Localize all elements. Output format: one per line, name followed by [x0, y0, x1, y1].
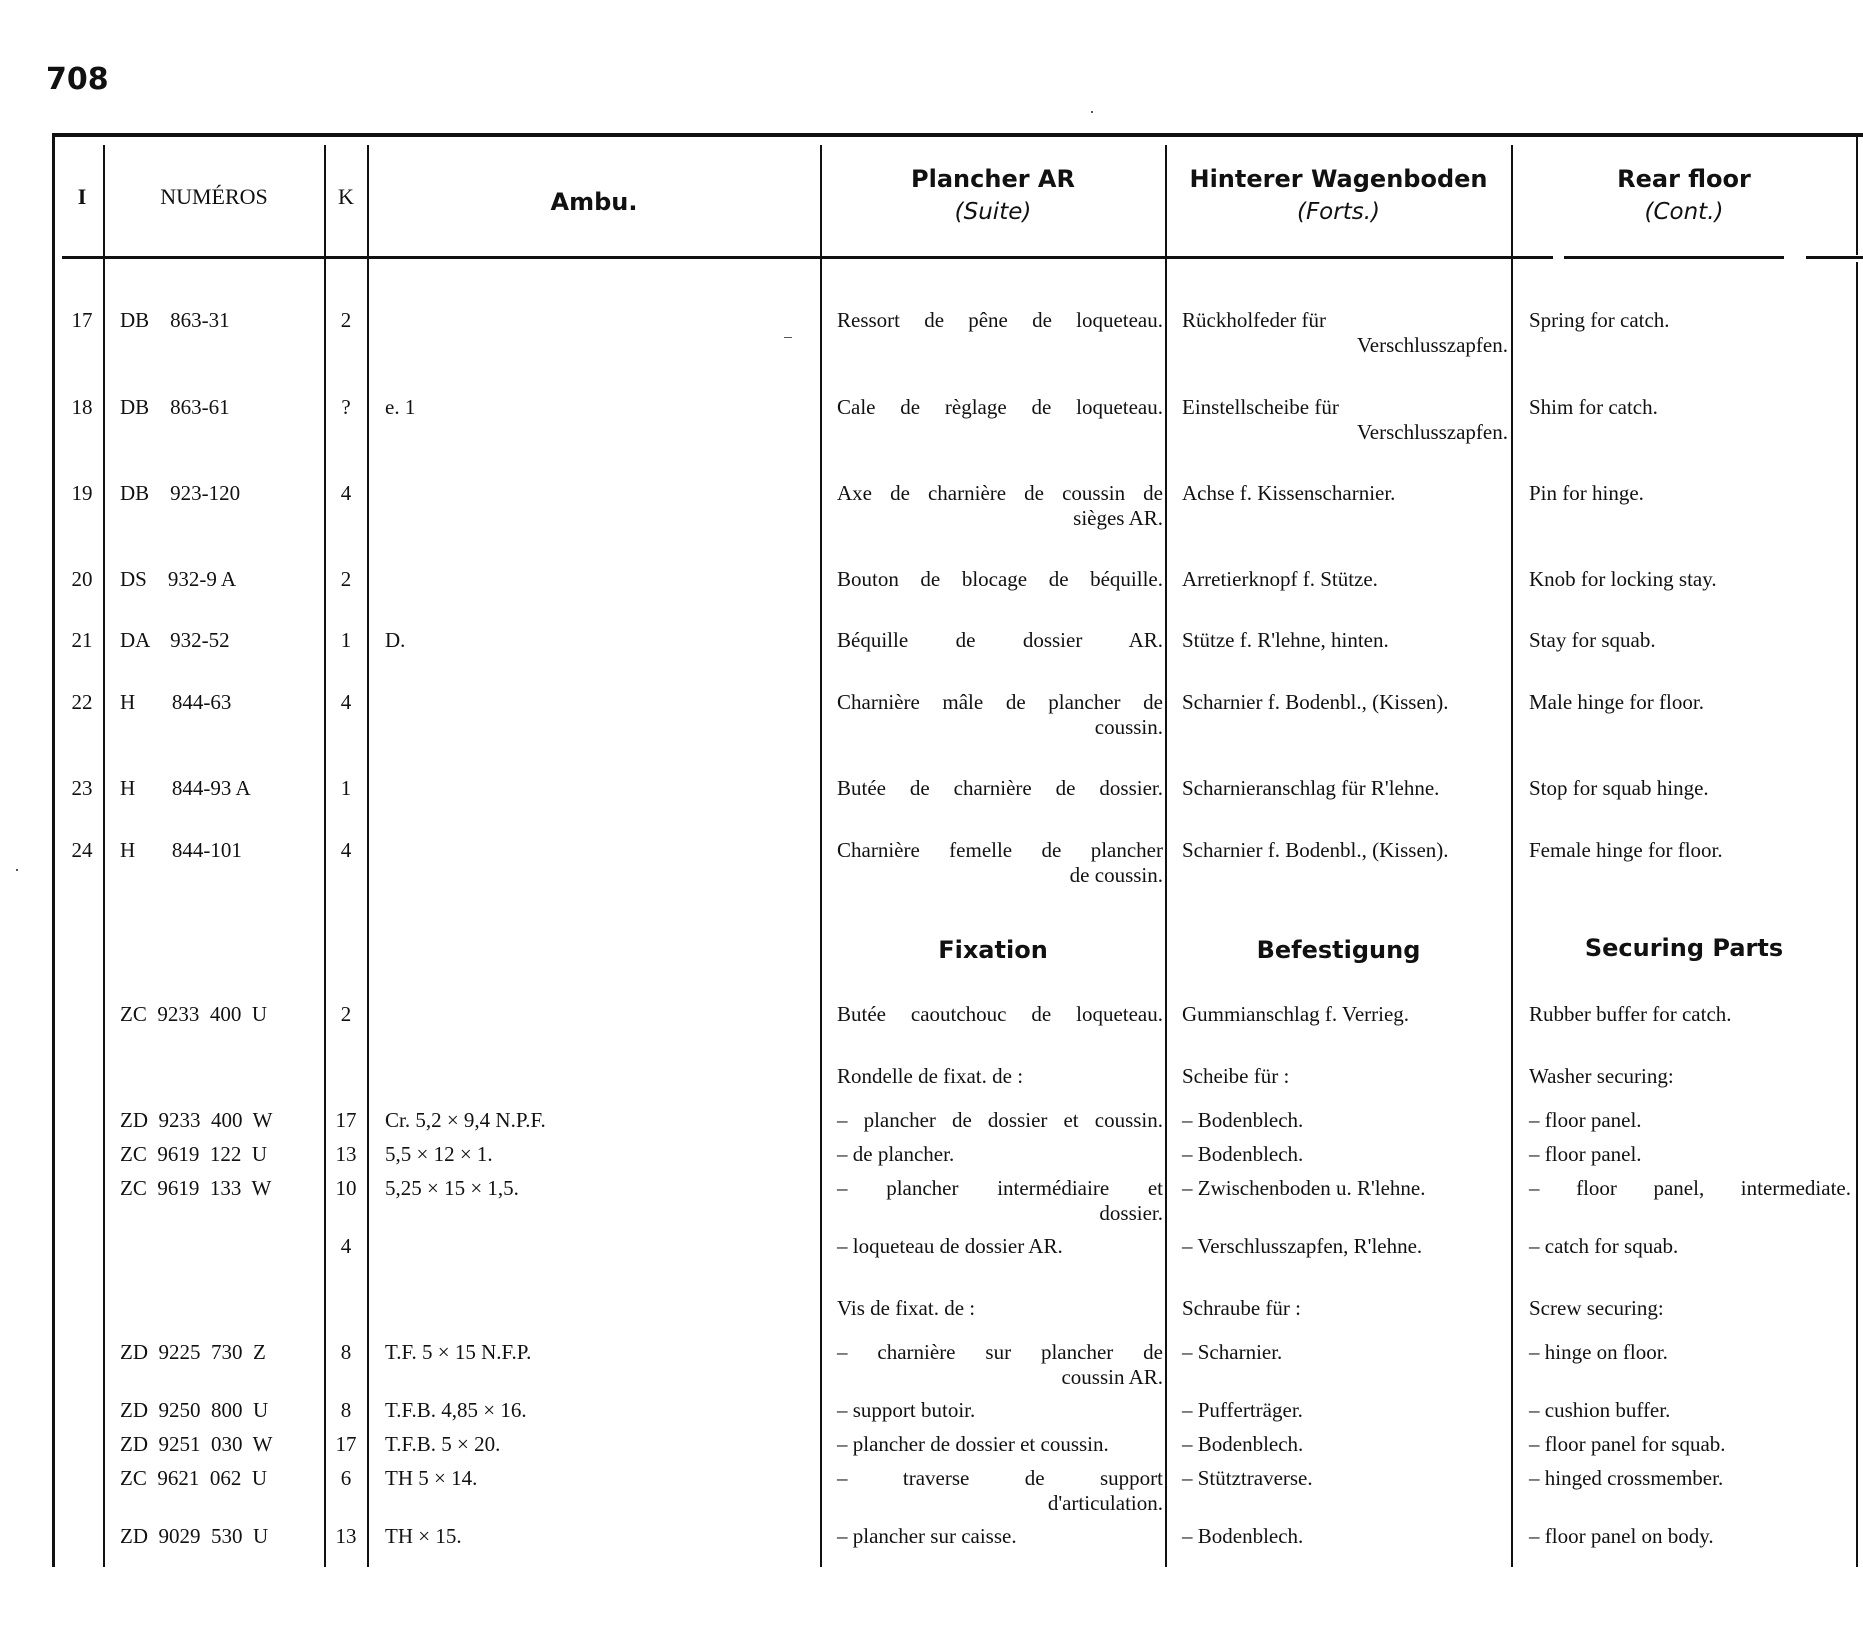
description-en: – cushion buffer. — [1529, 1398, 1671, 1422]
header-col-numeros: NUMÉROS — [160, 184, 268, 209]
speck — [784, 337, 792, 338]
quantity: 17 — [335, 1108, 357, 1132]
header-rule-3 — [1806, 256, 1863, 259]
description-de: – Scharnier. — [1182, 1340, 1283, 1364]
description-en: – hinged crossmember. — [1529, 1466, 1724, 1490]
row-index: 24 — [71, 838, 93, 862]
description-en: Shim for catch. — [1529, 395, 1658, 419]
description-fr: – plancher de dossier et coussin. — [837, 1432, 1109, 1456]
description-fr: Butée de charnière de dossier. — [837, 776, 1163, 800]
quantity: 2 — [340, 567, 352, 591]
description-fr: – support butoir. — [837, 1398, 976, 1422]
description-en: Pin for hinge. — [1529, 481, 1644, 505]
description-fr: – plancher sur caisse. — [837, 1524, 1017, 1548]
part-number: ZD 9029 530 U — [120, 1524, 269, 1548]
quantity: 2 — [340, 1002, 352, 1026]
ambu-note: T.F.B. 5 × 20. — [385, 1432, 501, 1456]
ambu-note: TH × 15. — [385, 1524, 462, 1548]
part-number: H 844-101 — [120, 838, 242, 862]
quantity: 8 — [340, 1340, 352, 1364]
description-de: Scharnier f. Bodenbl., (Kissen). — [1182, 690, 1449, 714]
quantity: 13 — [335, 1524, 357, 1548]
quantity: 1 — [340, 628, 352, 652]
description-fr: Ressort de pêne de loqueteau. — [837, 308, 1163, 332]
description-en: – floor panel on body. — [1529, 1524, 1714, 1548]
col-line-k — [367, 145, 369, 1567]
part-number: DS 932-9 A — [120, 567, 237, 591]
quantity: 10 — [335, 1176, 357, 1200]
part-number: ZD 9233 400 W — [120, 1108, 273, 1132]
top-rule — [52, 133, 1863, 137]
description-de: Arretierknopf f. Stütze. — [1182, 567, 1378, 591]
col-line-de — [1511, 145, 1513, 1567]
ambu-note: T.F.B. 4,85 × 16. — [385, 1398, 527, 1422]
quantity: 2 — [340, 308, 352, 332]
description-en: Knob for locking stay. — [1529, 567, 1717, 591]
ambu-note: 5,5 × 12 × 1. — [385, 1142, 493, 1166]
description-fr: – plancher de dossier et coussin. — [837, 1108, 1163, 1132]
ambu-note: Cr. 5,2 × 9,4 N.P.F. — [385, 1108, 546, 1132]
description-de: Schraube für : — [1182, 1296, 1301, 1320]
header-col-ambu: Ambu. — [550, 188, 638, 216]
description-en: Rubber buffer for catch. — [1529, 1002, 1732, 1026]
quantity: 4 — [340, 838, 352, 862]
section-heading-fr: Fixation — [938, 936, 1048, 964]
part-number: ZD 9251 030 W — [120, 1432, 273, 1456]
header-col-de: Hinterer Wagenboden (Forts.) — [1189, 165, 1488, 225]
part-number: H 844-93 A — [120, 776, 251, 800]
description-fr: Vis de fixat. de : — [837, 1296, 976, 1320]
description-de: – Bodenblech. — [1182, 1142, 1304, 1166]
header-rule — [62, 256, 1553, 259]
description-de: – Zwischenboden u. R'lehne. — [1182, 1176, 1426, 1200]
col-line-i — [103, 145, 105, 1567]
quantity: 6 — [340, 1466, 352, 1490]
description-de: Stütze f. R'lehne, hinten. — [1182, 628, 1389, 652]
description-fr: – loqueteau de dossier AR. — [837, 1234, 1063, 1258]
description-de: Rückholfeder für Verschlusszapfen. — [1182, 308, 1508, 357]
col-line-en-2 — [1856, 262, 1858, 1567]
quantity: ? — [341, 395, 351, 419]
description-en: Screw securing: — [1529, 1296, 1664, 1320]
description-de: – Stütztraverse. — [1182, 1466, 1313, 1490]
description-fr: Béquille de dossier AR. — [837, 628, 1163, 652]
row-index: 17 — [71, 308, 93, 332]
description-de: – Verschlusszapfen, R'lehne. — [1182, 1234, 1423, 1258]
col-line-left — [52, 135, 55, 1567]
part-number: DB 923-120 — [120, 481, 241, 505]
description-de: Scharnieranschlag für R'lehne. — [1182, 776, 1440, 800]
description-en: Stay for squab. — [1529, 628, 1656, 652]
description-en: Stop for squab hinge. — [1529, 776, 1709, 800]
header-col-fr: Plancher AR (Suite) — [911, 165, 1075, 225]
quantity: 17 — [335, 1432, 357, 1456]
speck — [1091, 111, 1093, 113]
col-line-ambu — [820, 145, 822, 1567]
page-number: 708 — [46, 62, 109, 97]
col-line-fr — [1165, 145, 1167, 1567]
header-rule-2 — [1564, 256, 1784, 259]
part-number: ZC 9621 062 U — [120, 1466, 267, 1490]
description-fr: Butée caoutchouc de loqueteau. — [837, 1002, 1163, 1026]
quantity: 1 — [340, 776, 352, 800]
description-en: – floor panel, intermediate. — [1529, 1176, 1851, 1200]
description-de: Einstellscheibe für Verschlusszapfen. — [1182, 395, 1508, 444]
row-index: 23 — [71, 776, 93, 800]
description-en: – floor panel for squab. — [1529, 1432, 1726, 1456]
description-fr: Charnière femelle de plancher de coussin. — [837, 838, 1163, 887]
ambu-note: T.F. 5 × 15 N.F.P. — [385, 1340, 532, 1364]
part-number: DB 863-31 — [120, 308, 230, 332]
description-fr: Rondelle de fixat. de : — [837, 1064, 1024, 1088]
col-line-en — [1856, 135, 1858, 255]
description-de: – Bodenblech. — [1182, 1432, 1304, 1456]
row-index: 19 — [71, 481, 93, 505]
quantity: 4 — [340, 1234, 352, 1258]
row-index: 20 — [71, 567, 93, 591]
part-number: ZC 9233 400 U — [120, 1002, 267, 1026]
description-de: Scheibe für : — [1182, 1064, 1290, 1088]
description-fr: Axe de charnière de coussin de sièges AR. — [837, 481, 1163, 530]
header-col-i: I — [77, 184, 87, 209]
part-number: ZC 9619 133 W — [120, 1176, 272, 1200]
quantity: 4 — [340, 690, 352, 714]
part-number: H 844-63 — [120, 690, 232, 714]
description-en: – floor panel. — [1529, 1108, 1642, 1132]
description-de: Scharnier f. Bodenbl., (Kissen). — [1182, 838, 1449, 862]
description-en: Female hinge for floor. — [1529, 838, 1723, 862]
description-de: – Bodenblech. — [1182, 1524, 1304, 1548]
description-en: Washer securing: — [1529, 1064, 1674, 1088]
section-heading-en: Securing Parts — [1584, 934, 1784, 962]
part-number: ZD 9250 800 U — [120, 1398, 269, 1422]
description-de: Achse f. Kissenscharnier. — [1182, 481, 1396, 505]
quantity: 4 — [340, 481, 352, 505]
quantity: 13 — [335, 1142, 357, 1166]
description-en: Spring for catch. — [1529, 308, 1670, 332]
description-fr: – plancher intermédiaire et dossier. — [837, 1176, 1163, 1225]
section-heading-de: Befestigung — [1256, 936, 1421, 964]
ambu-note: e. 1 — [385, 395, 416, 419]
part-number: ZD 9225 730 Z — [120, 1340, 266, 1364]
description-en: – hinge on floor. — [1529, 1340, 1668, 1364]
header-col-en: Rear floor (Cont.) — [1617, 165, 1751, 225]
description-fr: Cale de règlage de loqueteau. — [837, 395, 1163, 419]
part-number: DB 863-61 — [120, 395, 230, 419]
description-fr: – traverse de support d'articulation. — [837, 1466, 1163, 1515]
description-en: – floor panel. — [1529, 1142, 1642, 1166]
description-fr: Charnière mâle de plancher de coussin. — [837, 690, 1163, 739]
quantity: 8 — [340, 1398, 352, 1422]
description-en: Male hinge for floor. — [1529, 690, 1704, 714]
description-de: – Bodenblech. — [1182, 1108, 1304, 1132]
part-number: DA 932-52 — [120, 628, 230, 652]
speck — [16, 869, 18, 871]
row-index: 22 — [71, 690, 93, 714]
header-col-k: K — [338, 184, 354, 209]
part-number: ZC 9619 122 U — [120, 1142, 267, 1166]
row-index: 18 — [71, 395, 93, 419]
ambu-note: 5,25 × 15 × 1,5. — [385, 1176, 519, 1200]
description-de: Gummianschlag f. Verrieg. — [1182, 1002, 1410, 1026]
description-de: – Pufferträger. — [1182, 1398, 1303, 1422]
description-fr: Bouton de blocage de béquille. — [837, 567, 1163, 591]
description-fr: – de plancher. — [837, 1142, 955, 1166]
ambu-note: TH 5 × 14. — [385, 1466, 478, 1490]
description-fr: – charnière sur plancher de coussin AR. — [837, 1340, 1163, 1389]
ambu-note: D. — [385, 628, 406, 652]
description-en: – catch for squab. — [1529, 1234, 1679, 1258]
row-index: 21 — [71, 628, 93, 652]
